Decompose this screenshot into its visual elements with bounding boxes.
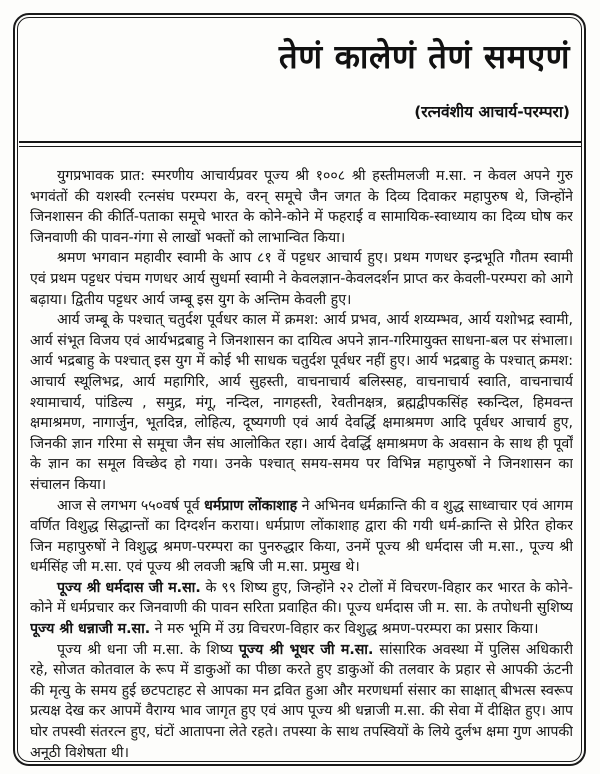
paragraph-segment: ने अभिनव धर्मक्रान्ति की व शुद्ध साध्वाचार एवं आगम वर्णित विशुद्ध सिद्धान्तों का दिग्दर्शन कराया। धर्मप्राण लोंकाशाह द्वारा की गयी धर्म-क्रान्ति से प्रेरित होकर जिन महापुरुषों ने विशुद्ध श्रमण-परम्परा का पुनरुद्धार किया, उनमें पूज्य श्री धर्मदास जी म.सा., पूज्य श्री धर्मसिंह जी म.सा. एवं पूज्य श्री लवजी ऋषि जी म.सा. प्रमुख थे।	[30, 497, 573, 576]
paragraph	[30, 166, 573, 248]
paragraph-segment: युगप्रभावक प्रात: स्मरणीय आचार्यप्रवर पूज्य श्री १००८ श्री हस्तीमलजी म.सा. न केवल अपने गुरु भगवंतों की यशस्वी रत्नसंघ परम्परा के, वरन् समूचे जैन जगत के दिव्य दिवाकर महापुरुष थे, जिन्होंने जिनशासन की कीर्ति-पताका समूचे भारत के कोने-कोने में फहराई व सामायिक-स्वाध्याय का दिव्य घोष कर जिनवाणी की पावन-गंगा से लाखों भक्तों को लाभान्वित किया।	[30, 168, 573, 246]
paragraph-segment: श्रमण भगवान महावीर स्वामी के आप ८१ वें पट्टधर आचार्य हुए। प्रथम गणधर इन्द्रभूति गौतम स्वामी एवं प्रथम पट्टधर पंचम गणधर आर्य सुधर्मा स्वामी ने केवलज्ञान-केवलदर्शन प्राप्त कर केवली-परम्परा को आगे बढ़ाया। द्वितीय पट्टधर आर्य जम्बू इस युग के अन्तिम केवली हुए।	[30, 250, 573, 308]
page-header	[40, 38, 570, 122]
page-subtitle: (रत्नवंशीय आचार्य-परम्परा)	[414, 102, 570, 121]
paragraph-segment: सांसारिक अवस्था में पुलिस अधिकारी रहे, सोजत कोतवाल के रूप में डाकुओं का पीछा करते हुए डाकुओं की तलवार के प्रहार से आपकी ऊंटनी की मृत्यु के समय हुई छटपटाहट से आपका मन द्रवित हुआ और मरणधर्मा संसार का साक्षात् बीभत्स स्वरूप प्रत्यक्ष देख कर आपमें वैराग्य भाव जागृत हुए एवं आप पूज्य श्री धन्नाजी म.सा. की सेवा में दीक्षित हुए। आप घोर तपस्वी संतरत्न हुए, घंटों आतापना लेते रहते। तपस्या के साथ तपस्वियों के लिये दुर्लभ क्षमा गुण आपकी अनूठी विशेषता थी।	[30, 641, 573, 760]
paragraph-segment: आज से लगभग ५५०वर्ष पूर्व	[57, 497, 205, 514]
paragraph-segment: ने मरु भूमि में उग्र विचरण-विहार कर विशुद्ध श्रमण-परम्परा का प्रसार किया।	[150, 621, 539, 638]
paragraph-segment-bold: धर्मप्राण लोंकाशाह	[204, 497, 298, 514]
body-paragraphs	[30, 166, 573, 760]
paragraph-segment: पूज्य श्री धना जी म.सा. के शिष्य	[57, 641, 239, 658]
paragraph-segment: के ९९ शिष्य हुए, जिन्होंने २२ टोलों में विचरण-विहार कर भारत के कोने-कोने में धर्मप्रचार कर जिनवाणी की पावन सरिता प्रवाहित की। पूज्य धर्मदास जी म. सा. के तपोधनी सुशिष्य	[30, 579, 573, 617]
paragraph-segment-bold: पूज्य श्री भूधर जी म.सा.	[238, 641, 374, 658]
paragraph	[30, 310, 573, 495]
paragraph-segment-bold: पूज्य श्री धर्मदास जी म.सा.	[57, 579, 201, 596]
paragraph	[30, 496, 573, 578]
paragraph	[30, 640, 573, 760]
paragraph-segment: आर्य जम्बू के पश्चात् चतुर्दश पूर्वधर काल में क्रमश: आर्य प्रभव, आर्य शय्यम्भव, आर्य यशोभद्र स्वामी, आर्य संभूत विजय एवं आर्यभद्रबाहु ने जिनशासन का दायित्व अपने ज्ञान-गरिमायुक्त साधना-बल पर संभाला। आर्य भद्रबाहु के पश्चात् इस युग में कोई भी साधक चतुर्दश पूर्वधर नहीं हुए। आर्य भद्रबाहु के पश्चात् क्रमश: आचार्य स्थूलिभद्र, आर्य महागिरि, आर्य सुहस्ती, वाचनाचार्य बलिस्सह, वाचनाचार्य स्वाति, वाचनाचार्य श्यामाचार्य, पांडिल्य , समुद्र, मंगू, नन्दिल, नागहस्ती, रेवतीनक्षत्र, ब्रह्मद्वीपकसिंह स्कन्दिल, हिमवन्त क्षमाश्रमण, नागार्जुन, भूतदिन्न, लोहित्य, दूष्यगणी एवं आर्य देवर्द्धि क्षमाश्रमण आदि पूर्वधर आचार्य हुए, जिनकी ज्ञान गरिमा से समूचा जैन संघ आलोकित रहा। आर्य देवर्द्धि क्षमाश्रमण के अवसान के साथ ही पूर्वों के ज्ञान का समूल विच्छेद हो गया। उनके पश्चात् समय-समय पर विभिन्न महापुरुषों ने जिनशासन का संचालन किया।	[30, 312, 573, 493]
paragraph-segment-bold: पूज्य श्री धन्नाजी म.सा.	[30, 621, 151, 638]
paragraph	[30, 248, 573, 310]
header-divider-rule	[19, 141, 581, 147]
paragraph	[30, 578, 573, 640]
page-title: तेणं कालेणं तेणं समएणं	[278, 37, 570, 76]
